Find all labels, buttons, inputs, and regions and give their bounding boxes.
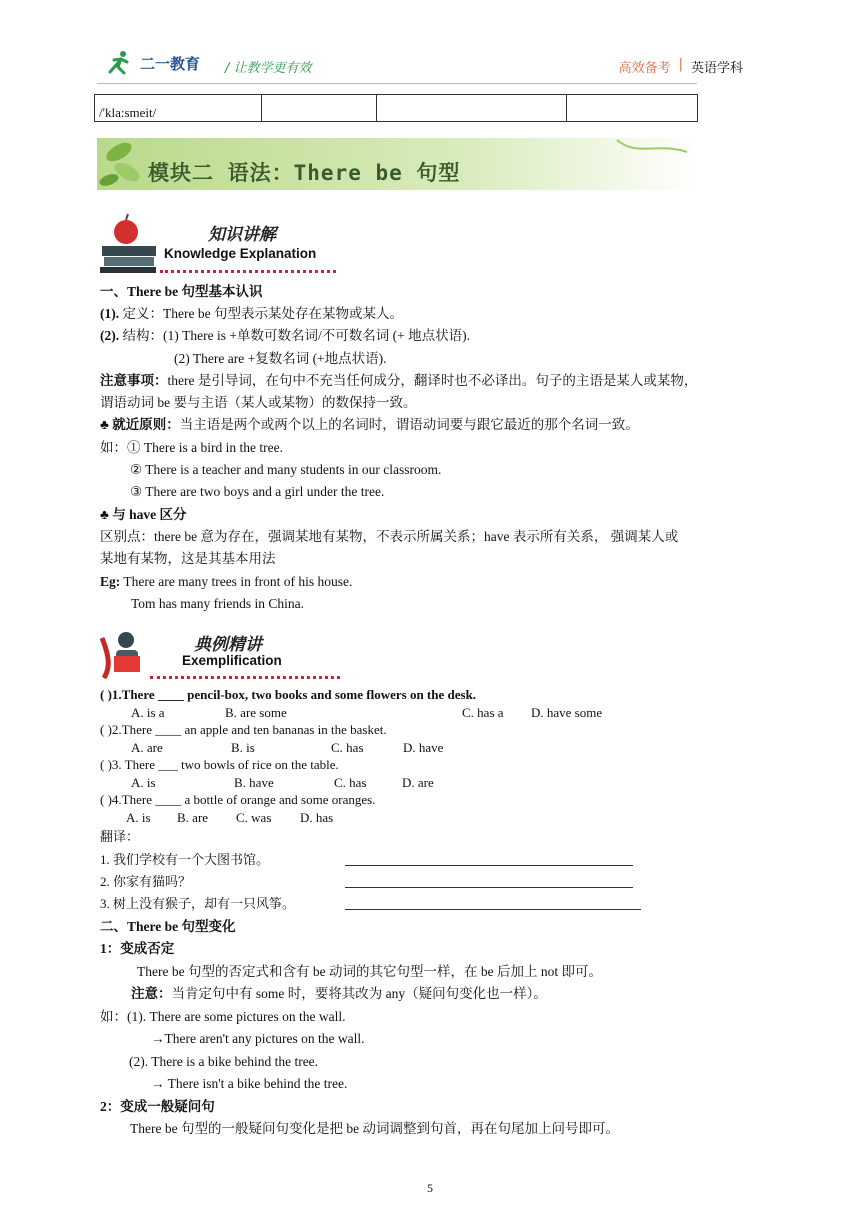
text-line: → There isn't a bike behind the tree. (151, 1076, 348, 1091)
answer-blank[interactable] (345, 895, 641, 910)
phonetic-table (94, 94, 698, 122)
text-line: ♣ 就近原则：当主语是两个或两个以上的名词时，谓语动词要与跟它最近的那个名词一致。 (100, 417, 639, 432)
text-line: There be 句型的一般疑问句变化是把 be 动词调整到句首，再在句尾加上问号即可。 (130, 1121, 619, 1136)
question-4-option-c: C. was (236, 810, 272, 825)
text-line: →There aren't any pictures on the wall. (151, 1031, 365, 1046)
text-line: ② There is a teacher and many students in our classroom. (130, 462, 442, 477)
page-number: 5 (427, 1181, 433, 1195)
question-2-option-c: C. has (331, 740, 364, 755)
table-row (95, 95, 698, 122)
knowledge-section-badge (100, 212, 345, 276)
question-2-option-b: B. is (231, 740, 255, 755)
question-1-option-c: C. has a (462, 705, 504, 720)
answer-blank[interactable] (345, 851, 633, 866)
dotted-divider (150, 676, 340, 679)
text-line: Tom has many friends in China. (131, 596, 305, 611)
answer-blank[interactable] (345, 873, 633, 888)
translate-label: 翻译： (100, 829, 140, 844)
runner-logo-icon (104, 50, 134, 76)
translate-item-3: 3. 树上没有猴子，却有一只风筝。 (100, 896, 296, 911)
table-cell (567, 95, 698, 122)
question-4-option-a: A. is (126, 810, 151, 825)
dotted-divider (160, 270, 336, 273)
header-rule (97, 83, 697, 84)
question-2: ( )2.There ____ an apple and ten bananas in the basket. (100, 722, 387, 737)
text-line: ③ There are two boys and a girl under the tree. (130, 484, 385, 499)
table-cell (262, 95, 377, 122)
text-line: ♣ 与 have 区分 (100, 507, 187, 522)
question-1-option-d: D. have some (531, 705, 603, 720)
question-4: ( )4.There ____ a bottle of orange and some oranges. (100, 792, 376, 807)
books-apple-icon (100, 212, 158, 274)
question-1-option-a: A. is a (131, 705, 165, 720)
exemplification-section-badge (100, 628, 345, 682)
knowledge-en-title: Knowledge Explanation (164, 246, 317, 261)
text-line: 谓语动词 be 要与主语（某人或某物）的数保持一致。 (100, 395, 417, 410)
module-title: 模块二 语法：There be 句型 (148, 161, 461, 185)
question-2-option-d: D. have (403, 740, 444, 755)
question-3-option-d: D. are (402, 775, 434, 790)
brand-name: 二一教育 (140, 54, 201, 73)
text-line: (2). 结构：(1) There is +单数可数名词/不可数名词 (+ 地点状语). (100, 328, 470, 343)
question-1: ( )1.There ____ pencil-box, two books and some flowers on the desk. (100, 687, 477, 702)
question-2-option-a: A. are (131, 740, 163, 755)
knowledge-cn-title: 知识讲解 (208, 225, 276, 245)
question-3: ( )3. There ___ two bowls of rice on the table. (100, 757, 339, 772)
text-line: (2) There are +复数名词 (+地点状语). (174, 351, 387, 366)
question-3-option-b: B. have (234, 775, 274, 790)
header-subject (619, 57, 743, 76)
slogan: / 让教学更有效 (225, 61, 312, 76)
exemplification-cn-title: 典例精讲 (194, 635, 262, 655)
section-heading-1: 一、There be 句型基本认识 (100, 284, 263, 299)
text-line: 如：① There is a bird in the tree. (100, 440, 283, 455)
brand-logo (104, 50, 200, 76)
text-line: There be 句型的否定式和含有 be 动词的其它句型一样，在 be 后加上 not 即可。 (137, 964, 602, 979)
text-line: (2). There is a bike behind the tree. (129, 1054, 319, 1069)
text-line: 某地有某物，这是其基本用法 (100, 551, 276, 566)
table-cell (377, 95, 567, 122)
question-3-option-a: A. is (131, 775, 156, 790)
question-3-option-c: C. has (334, 775, 367, 790)
text-line: (1). 定义：There be 句型表示某处存在某物或某人。 (100, 306, 403, 321)
text-line: 注意：当肯定句中有 some 时，要将其改为 any（疑问句变化也一样）。 (131, 986, 547, 1001)
text-line: 如：(1). There are some pictures on the wall. (100, 1009, 346, 1024)
question-4-option-b: B. are (177, 810, 209, 825)
exemplification-en-title: Exemplification (182, 653, 282, 668)
text-line: 注意事项：there 是引导词，在句中不充当任何成分，翻译时也不必译出。句子的主语是某人或某物， (100, 373, 698, 388)
header-exam-label: 高效备考 (618, 61, 671, 76)
header-subject-label: 英语学科 (690, 61, 743, 76)
translate-item-1: 1. 我们学校有一个大图书馆。 (100, 852, 270, 867)
text-line: 区别点：there be 意为存在，强调某地有某物，不表示所属关系；have 表示所有关系， 强调某人或 (100, 529, 679, 544)
subheading-negative: 1：变成否定 (100, 941, 175, 956)
subheading-question: 2：变成一般疑问句 (100, 1099, 215, 1114)
section-heading-2: 二、There be 句型变化 (100, 919, 236, 934)
teacher-reading-icon (100, 628, 158, 680)
question-1-option-b: B. are some (225, 705, 287, 720)
question-4-option-d: D. has (300, 810, 334, 825)
text-line: Eg: There are many trees in front of his house. (100, 574, 353, 589)
header-divider: | (678, 57, 683, 72)
translate-item-2: 2. 你家有猫吗？ (100, 874, 192, 889)
table-cell: /'kla:smeit/ (95, 95, 262, 122)
